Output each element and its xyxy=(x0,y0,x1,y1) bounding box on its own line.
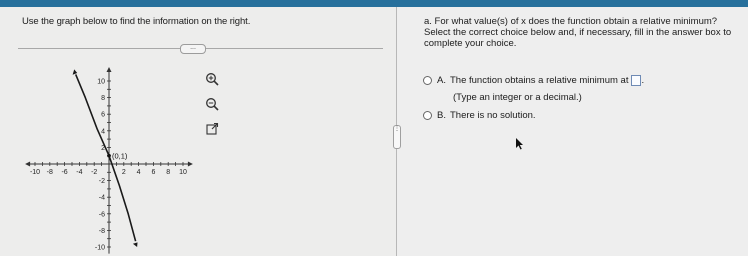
y-axis-arrow xyxy=(107,67,112,72)
question-text xyxy=(424,16,746,49)
x-axis-arrow xyxy=(188,162,193,167)
instruction-text: Use the graph below to find the information on the right. xyxy=(22,16,251,27)
choice-a-letter: A. xyxy=(437,75,446,86)
x-tick-label: 2 xyxy=(121,169,126,176)
y-tick-label: -4 xyxy=(98,194,105,202)
y-tick-label: 2 xyxy=(101,144,105,152)
y-tick-label: -10 xyxy=(94,244,105,252)
x-tick-label: -4 xyxy=(76,169,83,176)
expand-button[interactable]: ... xyxy=(180,44,206,54)
question-line: Select the correct choice below and, if necessary, fill in the answer box to xyxy=(424,27,732,38)
choice-a-text: The function obtains a relative minimum at xyxy=(449,75,629,86)
y-tick-label: -8 xyxy=(98,227,105,235)
zoom-in-icon[interactable] xyxy=(205,72,219,86)
y-tick-label: -6 xyxy=(98,211,105,219)
y-tick-label: -2 xyxy=(98,178,105,186)
x-tick-label: 6 xyxy=(151,169,156,176)
point-marker xyxy=(107,154,111,158)
x-tick-label: 4 xyxy=(136,169,141,176)
y-tick-label: 8 xyxy=(101,95,105,103)
choice-b-letter: B. xyxy=(437,110,446,121)
mouse-cursor-icon xyxy=(516,138,524,150)
x-axis-arrow-left xyxy=(25,162,30,167)
point-label: (0,1) xyxy=(112,151,128,161)
choice-a-radio[interactable] xyxy=(423,76,432,85)
question-line: complete your choice. xyxy=(424,38,517,49)
x-tick-label: -2 xyxy=(91,169,98,176)
answer-input-box[interactable] xyxy=(631,75,641,86)
x-tick-label: 8 xyxy=(166,169,171,176)
x-tick-label: -8 xyxy=(46,169,53,176)
y-tick-label: 6 xyxy=(101,111,105,119)
question-line: a. For what value(s) of x does the function obtain a relative minimum? xyxy=(424,16,718,27)
choice-a-hint: (Type an integer or a decimal.) xyxy=(453,92,582,103)
choice-b-radio[interactable] xyxy=(423,111,432,120)
open-external-icon[interactable] xyxy=(205,122,219,136)
choice-a[interactable] xyxy=(423,75,644,86)
curve-arrow-top xyxy=(73,69,78,74)
top-bar xyxy=(0,0,748,7)
x-tick-label: 10 xyxy=(179,169,187,176)
splitter-handle[interactable]: ⋮ xyxy=(393,125,401,149)
x-tick-label: -6 xyxy=(61,169,68,176)
function-graph xyxy=(26,65,211,252)
zoom-out-icon[interactable] xyxy=(205,97,219,111)
x-tick-label: -10 xyxy=(29,169,41,176)
choice-a-suffix: . xyxy=(641,75,645,86)
choice-b[interactable] xyxy=(423,110,536,121)
choice-b-text: There is no solution. xyxy=(449,110,536,121)
y-tick-label: 4 xyxy=(101,128,105,136)
y-tick-label: 10 xyxy=(97,78,105,86)
